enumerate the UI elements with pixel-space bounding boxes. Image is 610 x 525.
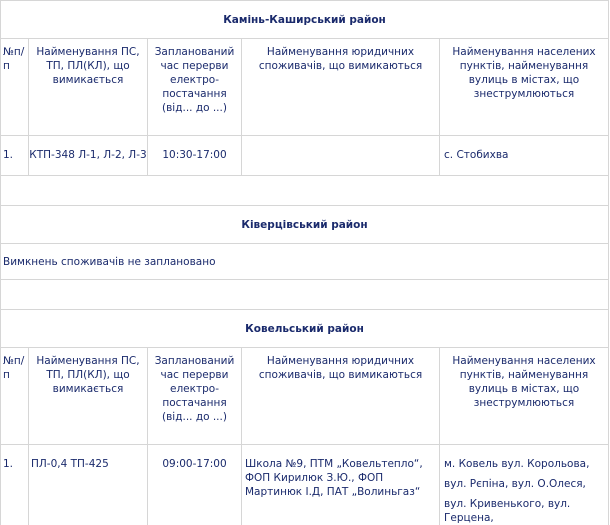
table-row [1, 136, 609, 176]
region-title: Ківерцівський район [1, 206, 609, 244]
row-legal [242, 136, 440, 176]
row-num: 1. [1, 136, 29, 176]
header-legal: Найменування юридичних споживачів, що вимикаються [242, 39, 440, 136]
row-object: КТП-348 Л-1, Л-2, Л-3 [29, 136, 148, 176]
header-address: Найменування населених пунктів, найменування вулиць в містах, що знеструмлюються [440, 348, 609, 445]
spacer [1, 176, 609, 206]
header-legal: Найменування юридичних споживачів, що вимикаються [242, 348, 440, 445]
row-time: 09:00-17:00 [148, 445, 242, 525]
header-object: Найменування ПС, ТП, ПЛ(КЛ), що вимикається [29, 39, 148, 136]
header-object: Найменування ПС, ТП, ПЛ(КЛ), що вимикається [29, 348, 148, 445]
row-address: с. Стобихва [440, 136, 609, 176]
row-address: м. Ковель вул. Корольова, вул. Рєпіна, вул. О.Олеся, вул. Кривенького, вул. Герцена, [440, 445, 609, 525]
header-time: Запланований час перерви електро- постачання (від... до ...) [148, 39, 242, 136]
row-object: ПЛ-0,4 ТП-425 [29, 445, 148, 525]
region-title: Ковельський район [1, 310, 609, 348]
row-num: 1. [1, 445, 29, 525]
spacer [1, 280, 609, 310]
header-address: Найменування населених пунктів, найменування вулиць в містах, що знеструмлюються [440, 39, 609, 136]
header-time: Запланований час перерви електро- постачання (від... до ...) [148, 348, 242, 445]
table-header-row [1, 39, 609, 136]
table-header-row [1, 348, 609, 445]
table-row [1, 445, 609, 525]
row-legal: Школа №9, ПТМ „Ковельтепло“, ФОП Кирилюк З.Ю., ФОП Мартинюк І.Д, ПАТ „Волиньгаз“ [242, 445, 440, 525]
row-time: 10:30-17:00 [148, 136, 242, 176]
header-num: №п/ п [1, 348, 29, 445]
no-outage-message: Вимкнень споживачів не заплановано [1, 244, 609, 280]
header-num: №п/ п [1, 39, 29, 136]
region-title: Камінь-Каширський район [1, 1, 609, 39]
